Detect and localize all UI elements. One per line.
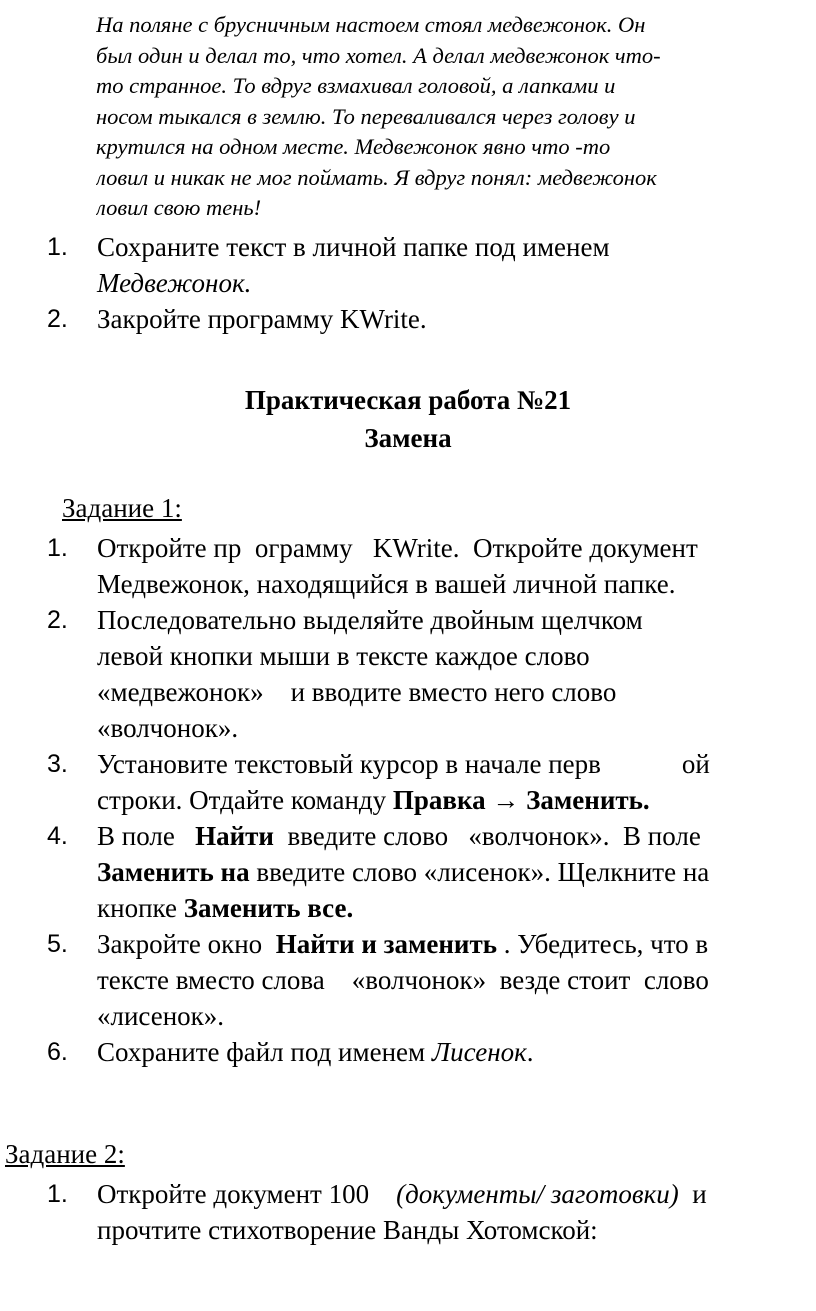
list-item (47, 1176, 815, 1248)
task-2-label: Задание 2: (5, 1139, 125, 1169)
list-number: 1. (47, 233, 68, 261)
step-text: Сохраните файл под именем (97, 1037, 432, 1067)
button-name: Заменить все. (183, 893, 354, 923)
menu-command: Правка → Заменить. (392, 785, 650, 815)
list-item (47, 602, 815, 746)
step-text: «волчонок». (97, 713, 239, 743)
list-item (47, 746, 815, 818)
field-name: Заменить на (97, 857, 250, 887)
step-text: В поле (97, 821, 196, 851)
step-text: Установите текстовый курсор в начале перв ой (97, 749, 710, 779)
story-line: ловил и никак не мог поймать. Я вдруг понял: медвежонок (96, 164, 657, 190)
window-name: Найти и заменить (275, 929, 498, 959)
step-text: Закройте программу KWrite. (97, 304, 427, 334)
step-text: и (678, 1179, 707, 1209)
step-text: . Убедитесь, что в (497, 929, 709, 959)
story-line: крутился на одном месте. Медвежонок явно что -то (96, 134, 611, 159)
list-number: 1. (47, 1180, 68, 1208)
list-item (47, 926, 815, 1034)
list-number: 3. (47, 750, 68, 778)
step-text: Откройте пр ограмму KWrite. Откройте документ (97, 533, 698, 563)
top-steps-list (47, 229, 807, 337)
step-text: прочтите стихотворение Ванды Хотомской: (97, 1215, 598, 1245)
list-number: 4. (47, 822, 68, 850)
task-2-steps-list (47, 1176, 815, 1248)
step-text: Закройте окно (97, 929, 276, 959)
list-number: 5. (47, 930, 68, 958)
story-line: то странное. То вдруг взмахивал головой, а лапками и (96, 73, 616, 98)
list-number: 2. (47, 305, 68, 333)
step-text: «лисенок». (97, 1001, 225, 1031)
story-line: носом тыкался в землю. То переваливался через голову и (96, 103, 636, 129)
step-text: левой кнопки мыши в тексте каждое слово (97, 641, 590, 671)
step-text: Последовательно выделяйте двойным щелчком (97, 605, 643, 635)
story-line: ловил свою тень! (96, 195, 262, 220)
story-paragraph (96, 10, 756, 224)
list-item (47, 818, 815, 926)
task-1-steps-list (47, 530, 815, 1070)
filename-text: Лисенок (431, 1037, 527, 1067)
step-text: тексте вместо слова «волчонок» везде стоит слово (97, 965, 709, 995)
story-line: На поляне с брусничным настоем стоял медвежонок. Он (96, 12, 646, 37)
filename-text: Медвежонок. (97, 268, 252, 298)
list-item (47, 229, 807, 301)
list-item (47, 301, 807, 337)
step-text: кнопке (97, 893, 184, 923)
path-text: (документы/ заготовки) (396, 1179, 679, 1209)
list-number: 1. (47, 534, 68, 562)
step-text: «медвежонок» и вводите вместо него слово (97, 677, 617, 707)
list-item (47, 530, 815, 602)
field-name: Найти (195, 821, 274, 851)
list-item (47, 1034, 815, 1070)
step-text: строки. Отдайте команду (97, 785, 393, 815)
step-text: Откройте документ 100 (97, 1179, 397, 1209)
list-number: 6. (47, 1038, 68, 1066)
step-text: введите слово «лисенок». Щелкните на (249, 857, 710, 887)
story-line: был один и делал то, что хотел. А делал медвежонок что- (96, 42, 661, 68)
step-text: Сохраните текст в личной папке под именем (97, 232, 610, 262)
step-text: . (526, 1037, 534, 1067)
step-text: введите слово «волчонок». В поле (273, 821, 701, 851)
page-title: Практическая работа №21 (244, 385, 572, 415)
page-subtitle: Замена (364, 423, 452, 453)
step-text: Медвежонок, находящийся в вашей личной папке. (97, 569, 676, 599)
list-number: 2. (47, 606, 68, 634)
task-1-label: Задание 1: (62, 493, 182, 523)
